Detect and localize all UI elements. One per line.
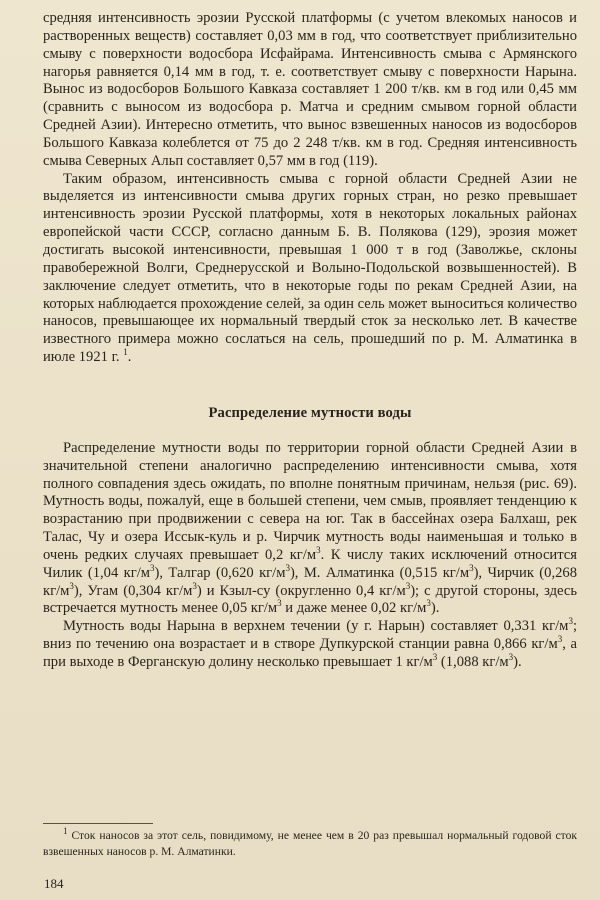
paragraph-turbidity-distribution: Распределение мутности воды по территории горной области Средней Азии в значительной степени аналогично распределению интенсивности смыва, хотя полного совпадения здесь ожидать, по вполне понятным причинам, нельзя (рис. 69). Мутность воды, пожалуй, еще в большей степени, чем смыв, проявляет тенденцию к возрастанию при продвижении с севера на юг. Так в бассейнах озера Балхаш, рек Талас, Чу и озера Иссык-куль и р. Чирчик мутность воды наименьшая и только в очень редких случаях превышает 0,2 $кг/м^3$. К числу таких исключений относится Чилик (1,04 $кг/м^3$), Талгар (0,620 $кг/м^3$), М. Алматинка (0,515 $кг/м^3$), Чирчик (0,268 $кг/м^3$), Угам (0,304 $кг/м^3$) и Кзыл-су (округленно 0,4 $кг/м^3$); с другой стороны, здесь встречается мутность менее 0,05 $кг/м^3$ и даже менее 0,02 $кг/м^3$). bbox=[43, 439, 577, 617]
text-column bbox=[43, 10, 577, 672]
footnote-text: Сток наносов за этот сель, повидимому, не менее чем в 20 раз превышал нормальный годовой сток взвешенных наносов р. М. Алматинки. bbox=[43, 829, 577, 858]
paragraph-conclusion-mudflows: Таким образом, интенсивность смыва с горной области Средней Азии не выделяется из интенсивности смыва других горных стран, но резко превышает интенсивность эрозии Русской платформы, хотя в некоторых локальных районах европейской части СССР, согласно данным Б. В. Полякова (129), эрозия может достигать высокой интенсивности, превышая 1 000 т в год (Заволжье, склоны правобережной Волги, Среднерусской и Волыно-Подольской возвышенностей). В заключение следует отметить, что в некоторые годы по рекам Средней Азии, на которых наблюдается прохождение селей, за один сель может выноситься количество наносов, превышающее их нормальный твердый сток за несколько лет. В качестве известного примера можно сослаться на сель, прошедший по р. М. Алматинка в июле 1921 г. $^1$. bbox=[43, 170, 577, 366]
footnote bbox=[43, 828, 577, 859]
paragraph-erosion-comparison: средняя интенсивность эрозии Русской платформы (с учетом влекомых наносов и растворенных веществ) составляет 0,03 мм в год, что соответствует приблизительно смыву с поверхности водосбора Исфайрама. Интенсивность смыва с Армянского нагорья равняется 0,14 мм в год, т. е. соответствует смыву с поверхности Нарына. Вынос из водосборов Большого Кавказа составляет 1 200 т/кв. км в год или 0,45 мм (сравнить с выносом из водосбора р. Матча и средним смывом горной области Средней Азии). Интересно отметить, что вынос взвешенных наносов из водосборов Большого Кавказа колеблется от 75 до 2 248 т/кв. км в год. Средняя интенсивность смыва Северных Альп составляет 0,57 мм в год (119). bbox=[43, 10, 577, 169]
footnote-divider bbox=[43, 823, 153, 824]
footnote-mark: 1 bbox=[63, 826, 68, 837]
page-number: 184 bbox=[44, 876, 64, 891]
paragraph-naryn-turbidity: Мутность воды Нарына в верхнем течении (у г. Нарын) составляет 0,331 $кг/м^3$; вниз по течению она возрастает и в створе Дупкурской станции равна 0,866 $кг/м^3$, а при выходе в Ферганскую долину несколько превышает 1 $кг/м^3$ (1,088 $кг/м^3$). bbox=[43, 616, 577, 670]
section-heading: Распределение мутности воды bbox=[208, 404, 412, 421]
footnote-reference: 1 bbox=[123, 347, 128, 358]
